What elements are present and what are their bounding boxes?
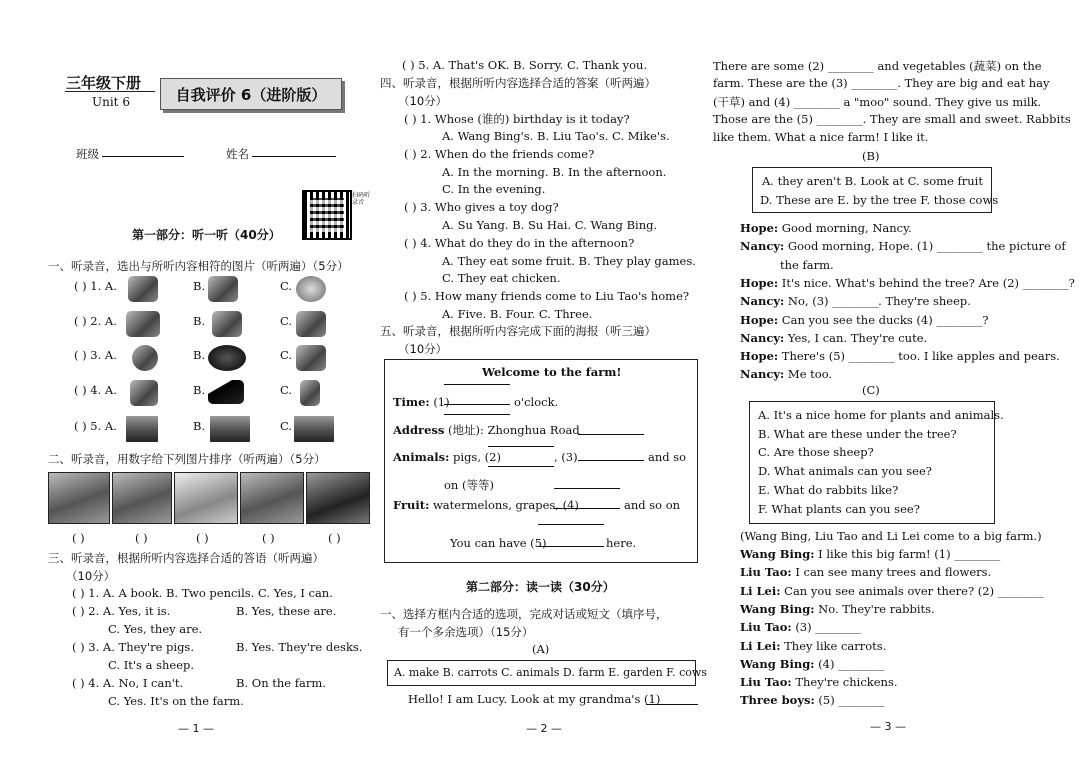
c-option: B. What are these under the tree?	[758, 426, 957, 441]
option-b: B.	[193, 279, 206, 293]
dialog-line	[740, 313, 989, 327]
dialog-text: (5) ________	[818, 693, 885, 708]
c-option: A. It's a nice home for plants and animals.	[758, 408, 1004, 422]
q4-line: A. They eat some fruit. B. They play games.	[442, 254, 696, 268]
a-passage-line: There are some (2) ________ and vegetables (蔬菜) on the	[713, 59, 1042, 73]
animals-3: , (3)	[554, 450, 578, 464]
address-text: (地址): Zhonghua Road	[448, 423, 580, 437]
grade-label: 三年级下册	[66, 74, 142, 92]
order-bracket[interactable]: ( )	[262, 531, 275, 545]
tomatoes-picture[interactable]	[208, 345, 246, 371]
time-label: Time:	[393, 395, 430, 409]
section-b-label: (B)	[862, 149, 880, 163]
order-bracket[interactable]: ( )	[196, 531, 209, 545]
speaker-name: Hope:	[740, 275, 779, 290]
speaker-name: Hope:	[740, 349, 779, 364]
speaker-name: Liu Tao:	[740, 620, 792, 635]
dialog-text: It's nice. What's behind the tree? Are (2) ________?	[781, 275, 1075, 290]
fruit-blank-top	[554, 488, 620, 489]
time-blank-bottom	[444, 414, 510, 415]
dialog-text: Can you see the ducks (4) ________?	[781, 312, 989, 327]
dialog-text: the farm.	[780, 257, 834, 272]
dialog-text: Good morning, Hope. (1) ________ the picture of	[787, 239, 1066, 254]
name-label: 姓名	[226, 147, 249, 161]
q3-line: C. Yes, they are.	[108, 622, 203, 636]
p2-q1-instructions: 一、选择方框内合适的选项，完成对话或短文（填序号，	[380, 607, 668, 621]
q4-line: A. Su Yang. B. Su Hai. C. Wang Bing.	[442, 218, 658, 232]
animals-blank-top	[578, 434, 644, 435]
q3-score: （10分）	[66, 569, 116, 583]
a-blank-1[interactable]	[646, 704, 698, 705]
speaker-name: Hope:	[740, 221, 779, 235]
fruit-picture[interactable]	[296, 345, 326, 371]
c-option: F. What plants can you see?	[758, 501, 920, 516]
dialog-line	[740, 675, 898, 689]
have-blank[interactable]	[538, 546, 604, 547]
dialog-line	[740, 349, 1060, 363]
animals-blank-2[interactable]	[488, 446, 554, 447]
cow-picture[interactable]	[208, 276, 238, 302]
page-number-1: — 1 —	[178, 722, 214, 735]
a-passage-line: (干草) and (4) ________ a "moo" sound. They give us milk.	[713, 95, 1042, 109]
q1-number: ( ) 4. A.	[74, 383, 117, 397]
option-b: B.	[193, 348, 206, 362]
option-b: B.	[193, 419, 206, 433]
time-suffix: o'clock.	[514, 395, 559, 409]
page-number-3: — 3 —	[870, 720, 906, 733]
dialog-text: There's (5) ________ too. I like apples and pears.	[781, 349, 1060, 364]
q1-number: ( ) 3. A.	[74, 348, 117, 362]
dialog-line	[740, 547, 1000, 561]
class-label: 班级	[76, 147, 99, 161]
b-options: A. they aren't B. Look at C. some fruit	[762, 174, 983, 188]
speaker-name: Three boys:	[740, 693, 815, 708]
q2-instructions: 二、听录音，用数字给下列图片排序（听两遍）（5分）	[48, 452, 326, 466]
a-passage-line: Those are the (5) ________. They are small and sweet. Rabbits	[713, 112, 1071, 126]
story-picture-3[interactable]	[174, 472, 238, 524]
c-intro: (Wang Bing, Liu Tao and Li Lei come to a big farm.)	[740, 529, 1042, 543]
story-picture-2[interactable]	[112, 472, 172, 524]
dialog-text: Yes, I can. They're cute.	[787, 330, 928, 345]
page-number-2: — 2 —	[526, 722, 562, 735]
have-text: You can have (5)	[450, 536, 547, 550]
q3-option-b: B. Yes, these are.	[236, 604, 337, 618]
dialog-line	[740, 331, 927, 345]
q1-number: ( ) 2. A.	[74, 314, 117, 328]
animals-blank-3[interactable]	[578, 460, 644, 461]
poster-title: Welcome to the farm!	[482, 365, 622, 379]
dialog-line	[780, 258, 834, 272]
dialog-text: They're chickens.	[795, 675, 898, 690]
speaker-name: Liu Tao:	[740, 565, 792, 580]
dialog-line	[740, 239, 1066, 253]
q5-score: （10分）	[398, 342, 448, 356]
time-blank-top	[444, 384, 510, 385]
option-b: B.	[193, 383, 206, 397]
q1-instructions: 一、听录音，选出与所听内容相符的图片（听两遍）（5分）	[48, 259, 349, 273]
q4-line: ( ) 5. How many friends come to Liu Tao's home?	[404, 289, 690, 303]
flowers-picture[interactable]	[296, 311, 326, 337]
speaker-name: Liu Tao:	[740, 675, 792, 690]
dialog-line	[740, 294, 971, 308]
a-options: A. make B. carrots C. animals D. farm E. garden F. cows	[394, 666, 707, 679]
q3-line: ( ) 3. A. They're pigs.	[72, 640, 194, 654]
q3-line: ( ) 2. A. Yes, it is.	[72, 604, 171, 618]
scene-picture-a[interactable]	[126, 416, 158, 442]
q4-line: A. Five. B. Four. C. Three.	[442, 307, 593, 321]
option-c: C.	[280, 314, 293, 328]
qr-code[interactable]	[302, 190, 352, 240]
dialog-text: They like carrots.	[784, 638, 887, 653]
speaker-name: Nancy:	[740, 330, 785, 345]
a-passage-line: like them. What a nice farm! I like it.	[713, 130, 929, 144]
story-picture-1[interactable]	[48, 472, 110, 524]
q4-line: ( ) 3. Who gives a toy dog?	[404, 200, 559, 214]
fruit-blank[interactable]	[554, 508, 620, 509]
dialog-line	[740, 221, 912, 235]
part2-title: 第二部分：读一读（30分）	[466, 580, 615, 594]
option-b: B.	[193, 314, 206, 328]
a-text-1: Hello! I am Lucy. Look at my grandma's (1)	[408, 692, 661, 706]
dialog-line	[740, 584, 1044, 598]
section-c-label: (C)	[862, 383, 880, 397]
speaker-name: Nancy:	[740, 239, 785, 254]
animals-label: Animals:	[393, 450, 450, 464]
q3-instructions: 三、听录音，根据所听内容选择合适的答语（听两遍）	[48, 551, 324, 565]
q4-line: ( ) 2. When do the friends come?	[404, 147, 595, 161]
dialog-text: I like this big farm! (1) ________	[818, 547, 1001, 561]
q1-number: ( ) 1. A.	[74, 279, 117, 293]
q4-line: A. In the morning. B. In the afternoon.	[442, 165, 667, 179]
q3-line: C. Yes. It's on the farm.	[108, 694, 244, 708]
rabbit-picture[interactable]	[128, 276, 158, 302]
q3-line: ( ) 4. A. No, I can't.	[72, 676, 184, 690]
farm-picture[interactable]	[126, 311, 160, 337]
speaker-name: Wang Bing:	[740, 547, 815, 561]
fruit-text: watermelons, grapes, (4)	[432, 498, 579, 512]
q4-line: C. They eat chicken.	[442, 271, 561, 285]
q4-line: C. In the evening.	[442, 182, 546, 196]
animals-suffix: and so	[648, 450, 687, 464]
option-c: C.	[280, 348, 293, 362]
part1-title: 第一部分：听一听（40分）	[132, 228, 281, 242]
speaker-name: Wang Bing:	[740, 601, 815, 616]
dialog-line	[740, 693, 884, 707]
q3-option-b: B. Yes. They're desks.	[236, 640, 363, 654]
order-bracket[interactable]: ( )	[328, 531, 341, 545]
dialog-text: I can see many trees and flowers.	[795, 565, 992, 580]
sheep-picture[interactable]	[296, 276, 326, 302]
time-text: (1)	[433, 395, 450, 409]
order-bracket[interactable]: ( )	[72, 531, 85, 545]
a-passage-line: farm. These are the (3) ________. They are big and eat hay	[713, 76, 1050, 90]
c-option: C. Are those sheep?	[758, 445, 874, 460]
dialog-text: Me too.	[787, 367, 833, 382]
time-blank[interactable]	[444, 404, 510, 405]
q4-line: ( ) 1. Whose (谁的) birthday is it today?	[404, 112, 630, 126]
dialog-line	[740, 657, 884, 671]
dialog-line	[740, 367, 832, 381]
speaker-name: Nancy:	[740, 294, 785, 309]
page-title: 自我评价 6（进阶版）	[160, 78, 342, 110]
dialog-text: No. They're rabbits.	[818, 601, 935, 616]
dialog-text: Can you see animals over there? (2) ________	[784, 583, 1044, 598]
q4-score: （10分）	[398, 94, 448, 108]
scene-picture-c[interactable]	[294, 416, 334, 442]
fruit-suffix: and so on	[624, 498, 681, 512]
option-c: C.	[280, 419, 293, 433]
story-picture-4[interactable]	[240, 472, 304, 524]
address-label: Address	[393, 423, 445, 437]
b-options: D. These are E. by the tree F. those cows	[760, 193, 999, 207]
fruit-blank-bottom	[538, 524, 604, 525]
q3-line: C. It's a sheep.	[108, 658, 195, 672]
class-field[interactable]	[102, 156, 184, 157]
option-c: C.	[280, 383, 293, 397]
q4-line: A. Wang Bing's. B. Liu Tao's. C. Mike's.	[442, 129, 670, 143]
q5-instructions: 五、听录音，根据所听内容完成下面的海报（听三遍）	[380, 324, 656, 338]
plant-picture[interactable]	[130, 380, 158, 406]
dialog-line	[740, 620, 861, 634]
q4-instructions: 四、听录音，根据所听内容选择合适的答案（听两遍）	[380, 76, 656, 90]
dialog-text: Good morning, Nancy.	[781, 221, 912, 235]
header-rule	[65, 91, 155, 92]
potato-picture[interactable]	[132, 345, 158, 371]
speaker-name: Wang Bing:	[740, 656, 815, 671]
qr-caption: 扫码听录音	[352, 192, 371, 206]
fruit-label: Fruit:	[393, 498, 430, 512]
speaker-name: Li Lei:	[740, 583, 781, 598]
dialog-text: (3) ________	[795, 620, 862, 635]
have-suffix: here.	[606, 536, 637, 550]
order-bracket[interactable]: ( )	[135, 531, 148, 545]
dialog-line	[740, 276, 1075, 290]
c-option: D. What animals can you see?	[758, 464, 932, 479]
name-field[interactable]	[252, 156, 336, 157]
q4-line: ( ) 4. What do they do in the afternoon?	[404, 236, 635, 250]
dialog-text: No, (3) ________. They're sheep.	[787, 294, 971, 309]
dialog-line	[740, 602, 935, 616]
q3-line: ( ) 5. A. That's OK. B. Sorry. C. Thank you.	[402, 58, 648, 72]
speaker-name: Li Lei:	[740, 638, 781, 653]
dialog-text: (4) ________	[818, 656, 885, 671]
rabbits-picture[interactable]	[212, 311, 242, 337]
unit-label: Unit 6	[92, 95, 130, 109]
story-picture-5[interactable]	[306, 472, 370, 524]
animals-text: pigs, (2)	[453, 450, 501, 464]
animals-on: on (等等)	[444, 478, 494, 492]
carrot-picture[interactable]	[300, 380, 320, 406]
q3-line: ( ) 1. A. A book. B. Two pencils. C. Yes, I can.	[72, 586, 333, 600]
scene-picture-b[interactable]	[210, 416, 250, 442]
dialog-line	[740, 565, 991, 579]
section-a-label: (A)	[532, 642, 550, 656]
q3-option-b: B. On the farm.	[236, 676, 326, 690]
q1-number: ( ) 5. A.	[74, 419, 117, 433]
speaker-name: Hope:	[740, 312, 779, 327]
option-c: C.	[280, 279, 293, 293]
p2-q1-instructions-2: 有一个多余选项）（15分）	[398, 625, 534, 639]
animals-blank-2-under	[488, 466, 554, 467]
c-option: E. What do rabbits like?	[758, 482, 899, 497]
dialog-line	[740, 639, 886, 653]
carrots-picture[interactable]	[208, 380, 244, 404]
speaker-name: Nancy:	[740, 367, 785, 382]
